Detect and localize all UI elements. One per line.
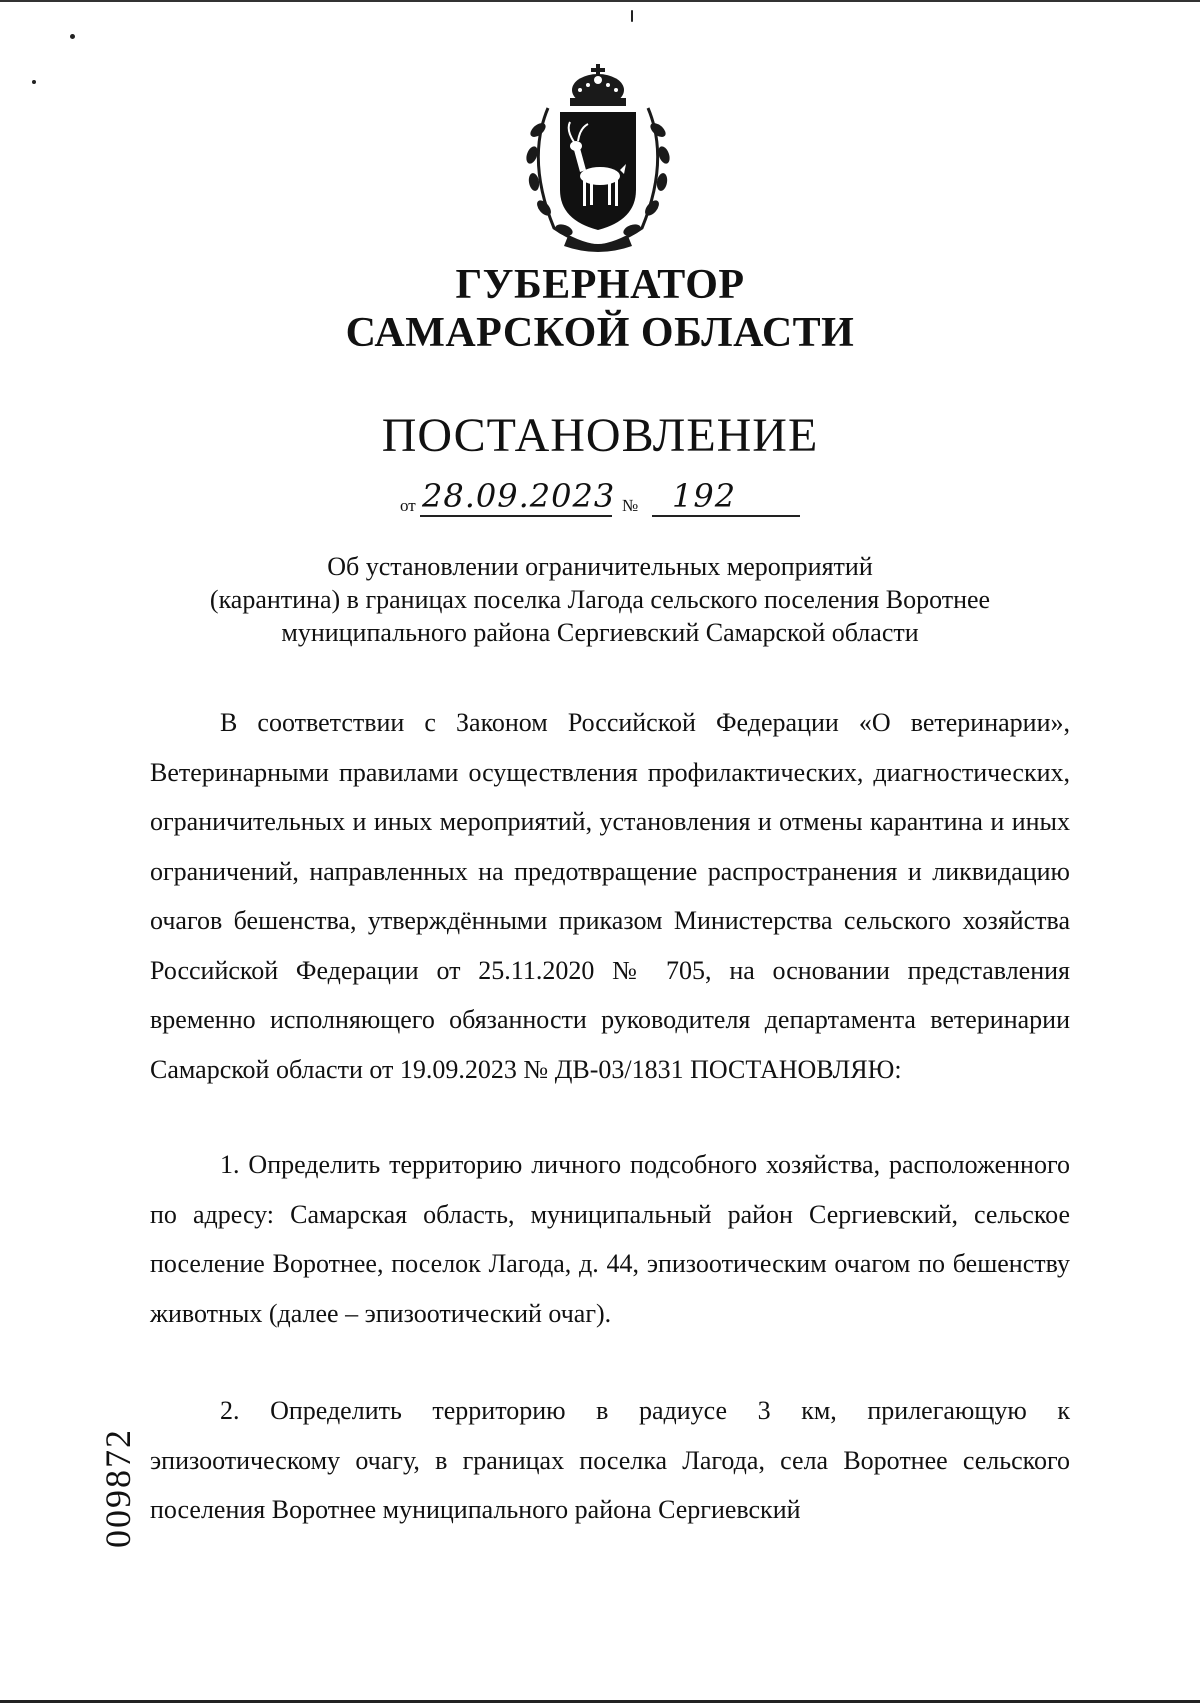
number-label: №	[622, 496, 639, 515]
date-from-label: от	[400, 496, 416, 515]
scan-speck	[631, 10, 633, 22]
authority-title-line1: ГУБЕРНАТОР	[455, 262, 745, 308]
date-number-line	[400, 478, 820, 518]
subject-line: Об установлении ограничительных мероприятий	[327, 552, 873, 581]
authority-title-line2: САМАРСКОЙ ОБЛАСТИ	[345, 310, 855, 356]
handwritten-number: 192	[672, 477, 737, 515]
handwritten-date: 28.09.2023	[422, 477, 616, 515]
document-type-heading: ПОСТАНОВЛЕНИЕ	[381, 409, 819, 462]
date-underline	[420, 515, 612, 517]
coat-of-arms-emblem	[508, 60, 688, 256]
document-subject	[150, 550, 1050, 649]
item-2-paragraph: 2. Определить территорию в радиусе 3 км, прилегающую к эпизоотическому очагу, в границах поселка Лагода, села Воротнее сельского поселения Воротнее муниципального района Сергиевский	[150, 1396, 1070, 1524]
number-underline	[652, 515, 800, 517]
subject-line: (карантина) в границах поселка Лагода сельского поселения Воротнее	[209, 585, 991, 614]
scan-edge-top	[0, 0, 1200, 2]
item-1-paragraph: 1. Определить территорию личного подсобного хозяйства, расположенного по адресу: Самарская область, муниципальный район Сергиевский, сельское поселение Воротнее, поселок Лагода, д. 44, эпизоотическим очагом по бешенству животных (далее – эпизоотический очаг).	[150, 1150, 1070, 1328]
preamble-paragraph: В соответствии с Законом Российской Федерации «О ветеринарии», Ветеринарными правилами осуществления профилактических, диагностических, ограничительных и иных мероприятий, установления и отмены карантина и иных ограничений, направленных на предотвращение распространения и ликвидацию очагов бешенства, утверждёнными приказом Министерства сельского хозяйства Российской Федерации от 25.11.2020 № 705, на основании представления временно исполняющего обязанности руководителя департамента ветеринарии Самарской области от 19.09.2023 № ДВ-03/1831 ПОСТАНОВЛЯЮ:	[150, 708, 1070, 1084]
scan-speck	[70, 34, 75, 39]
subject-line: муниципального района Сергиевский Самарской области	[281, 618, 919, 647]
scan-speck	[32, 80, 36, 84]
form-serial-number: 009872	[98, 1428, 138, 1548]
